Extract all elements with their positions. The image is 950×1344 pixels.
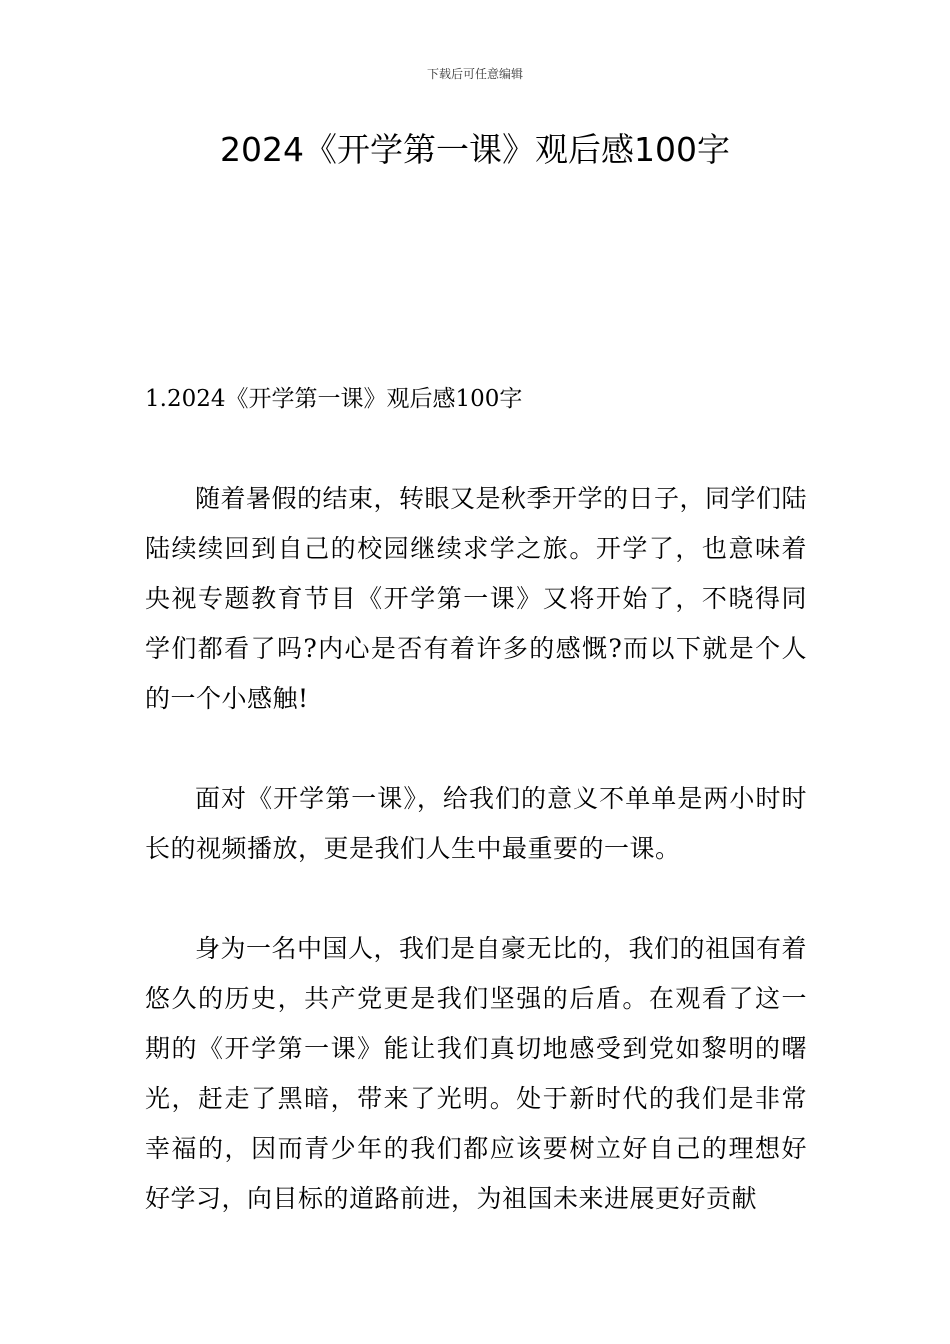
document-title: 2024《开学第一课》观后感100字 (220, 130, 730, 169)
paragraph-2: 面对《开学第一课》，给我们的意义不单单是两小时时长的视频播放，更是我们人生中最重要的一课。 (145, 784, 807, 863)
paragraph-1: 随着暑假的结束，转眼又是秋季开学的日子，同学们陆陆续续回到自己的校园继续求学之旅。开学了，也意味着央视专题教育节目《开学第一课》又将开始了，不晓得同学们都看了吗?内心是否有着许多的感慨?而以下就是个人的一个小感触! (145, 484, 808, 713)
paragraph-3: 身为一名中国人，我们是自豪无比的，我们的祖国有着悠久的历史，共产党更是我们坚强的后盾。在观看了这一期的《开学第一课》能让我们真切地感受到党如黎明的曙光，赶走了黑暗，带来了光明。处于新时代的我们是非常幸福的，因而青少年的我们都应该要树立好自己的理想好好学习，向目标的道路前进，为祖国未来进展更好贡献 (145, 934, 808, 1213)
section-heading: 1.2024《开学第一课》观后感100字 (145, 386, 523, 412)
header-note: 下载后可任意编辑 (426, 67, 523, 81)
